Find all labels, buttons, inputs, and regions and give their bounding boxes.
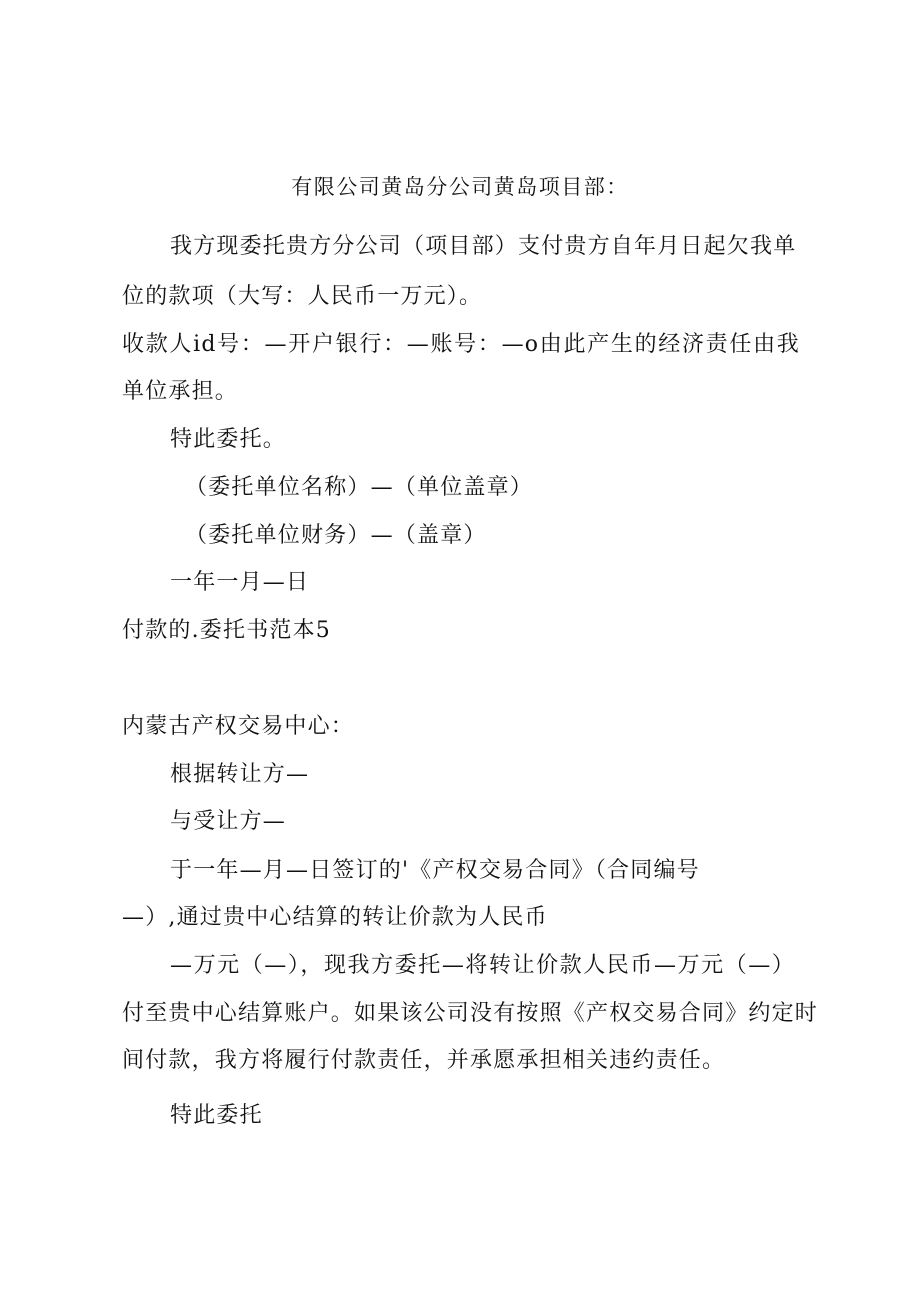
doc1-closing: 特此委托。 bbox=[170, 427, 287, 452]
doc2-transferor-line: 根据转让方— bbox=[170, 762, 310, 787]
doc2-closing: 特此委托 bbox=[170, 1103, 263, 1128]
doc1-date: 一年一月—日 bbox=[170, 570, 310, 595]
doc1-para2-line2: 单位承担。 bbox=[122, 379, 239, 404]
doc1-header: 有限公司黄岛分公司黄岛项目部： bbox=[291, 175, 629, 199]
doc1-para2-line1: 收款人id号：—开户银行：—账号：—o由此产生的经济责任由我 bbox=[122, 332, 800, 357]
doc2-para-line5: 间付款，我方将履行付款责任，并承愿承担相关违约责任。 bbox=[122, 1048, 726, 1073]
doc1-para1-line2: 位的款项（大写：人民币一万元）。 bbox=[122, 284, 483, 309]
doc2-addressee: 内蒙古产权交易中心： bbox=[122, 714, 355, 739]
doc2-para-line3: —万元（—），现我方委托—将转让价款人民币—万元（—） bbox=[170, 953, 795, 978]
doc1-sign-unit: （委托单位名称）—（单位盖章） bbox=[185, 475, 534, 500]
doc1-para1-line1: 我方现委托贵方分公司（项目部）支付贵方自年月日起欠我单 bbox=[170, 234, 797, 259]
doc1-sign-finance: （委托单位财务）—（盖章） bbox=[185, 523, 487, 548]
doc2-para-line1: 于一年—月—日签订的'《产权交易合同》（合同编号 bbox=[170, 858, 700, 883]
doc2-para-line2: —）,通过贵中心结算的转让价款为人民币 bbox=[122, 905, 548, 930]
section-title: 付款的.委托书范本5 bbox=[122, 618, 331, 643]
doc2-transferee-line: 与受让方— bbox=[170, 809, 287, 834]
doc2-para-line4: 付至贵中心结算账户。如果该公司没有按照《产权交易合同》约定时 bbox=[122, 1001, 819, 1026]
